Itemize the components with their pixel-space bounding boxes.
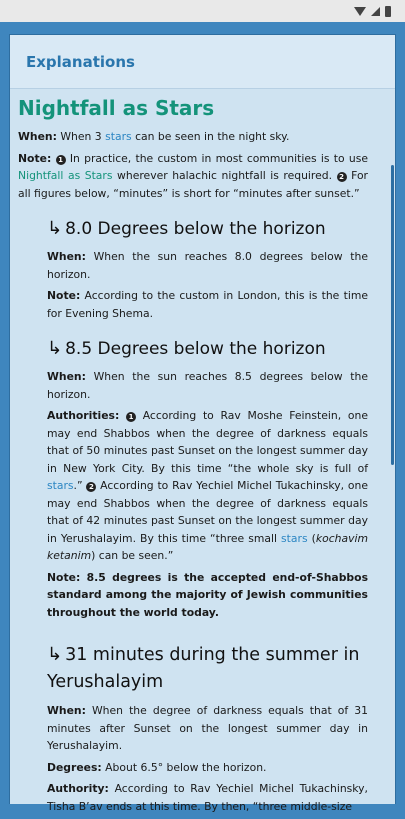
item-heading: ↳ 31 minutes during the summer in Yerushalayim [47, 644, 360, 692]
section-note: Note: 1 In practice, the custom in most communities is to use Nightfall as Stars wherever halachic nightfall is required. 2 For all figures below, “minutes” is short for “minutes after sunset.” [18, 151, 369, 200]
item-heading: ↳ 8.5 Degrees below the horizon [47, 338, 326, 359]
stars-link[interactable]: stars [47, 479, 74, 492]
item-31-minutes [47, 641, 368, 815]
item-note-bold: Note: 8.5 degrees is the accepted end-of-Shabbos standard among the majority of Jewish communities throughout the world today. [47, 570, 368, 619]
status-bar [0, 0, 405, 22]
item-authorities: Authorities: 1 According to Rav Moshe Feinstein, one may end Shabbos when the degree of darkness equals that of 50 minutes past Sunset on the longest summer day in New York City. By this time “the whole sky is full of stars.” 2 According to Rav Yechiel Michel Tukachinsky, one may end Shabbos when the degree of darkness equals that of 42 minutes past Sunset on the longest summer day in Yerushalayim. By this time “three small stars (kochavim ketanim) can be seen.” [47, 409, 369, 562]
return-arrow-icon: ↳ [47, 338, 63, 359]
item-heading: ↳ 8.0 Degrees below the horizon [47, 218, 326, 239]
item-8-5-degrees [47, 336, 368, 621]
number-one-icon: 1 [126, 412, 136, 422]
item-note: Note: According to the custom in London, this is the time for Evening Shema. [47, 289, 368, 320]
section-when: When: When 3 stars can be seen in the night sky. [18, 130, 290, 143]
scrollbar[interactable] [391, 165, 394, 465]
nightfall-as-stars-link[interactable]: Nightfall as Stars [18, 169, 113, 182]
item-authority: Authority: According to Rav Yechiel Michel Tukachinsky, Tisha B’av ends at this time. By then, “three middle-size [47, 782, 368, 813]
item-degrees: Degrees: About 6.5° below the horizon. [47, 760, 267, 774]
item-when: When: When the degree of darkness equals that of 31 minutes after Sunset on the longest summer day in Yerushalayim. [47, 704, 368, 752]
signal-icon [371, 7, 380, 16]
stars-link[interactable]: stars [105, 130, 132, 143]
item-when: When: When the sun reaches 8.0 degrees below the horizon. [47, 250, 368, 281]
number-one-icon: 1 [56, 155, 66, 165]
stars-link[interactable]: stars [281, 531, 308, 545]
wifi-icon [354, 7, 366, 16]
item-8-0-degrees [47, 216, 368, 322]
return-arrow-icon: ↳ [47, 644, 63, 665]
return-arrow-icon: ↳ [47, 218, 63, 239]
explanation-content [18, 96, 368, 819]
number-two-icon: 2 [86, 482, 96, 492]
item-when: When: When the sun reaches 8.5 degrees below the horizon. [47, 370, 368, 401]
battery-icon [385, 6, 391, 17]
panel-header [10, 35, 395, 89]
number-two-icon: 2 [337, 172, 347, 182]
section-title: Nightfall as Stars [18, 96, 215, 120]
panel-title: Explanations [26, 52, 135, 71]
